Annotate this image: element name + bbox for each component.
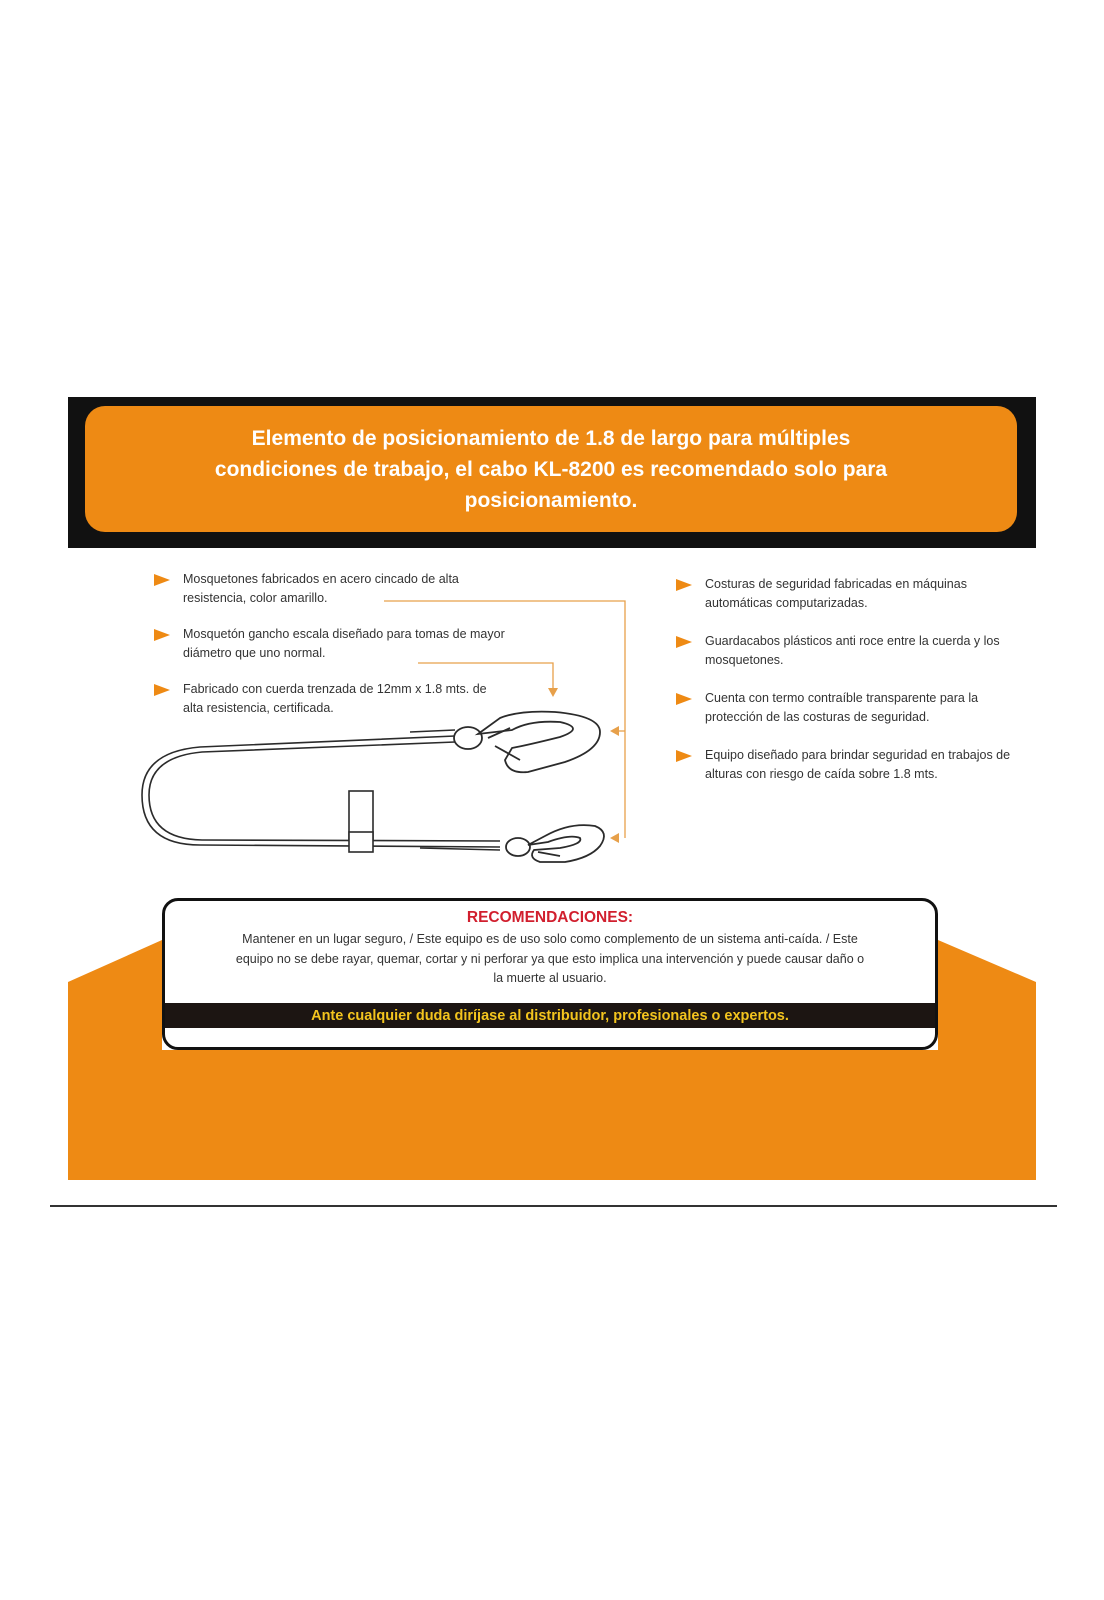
recommendations-title: RECOMENDACIONES: — [466, 909, 634, 926]
callout-arrows — [548, 688, 619, 843]
warning-bar — [165, 1003, 935, 1028]
recommendations-box — [162, 898, 938, 1050]
feature-text: Guardacabos plásticos anti roce entre la cuerda y los mosquetones. — [705, 634, 1000, 667]
feature-text: Equipo diseñado para brindar seguridad en trabajos de alturas con riesgo de caída sobre 1.8 mts. — [705, 748, 1011, 781]
rope-lanyard-illustration — [142, 730, 500, 850]
recommendations-body: Mantener en un lugar seguro, / Este equipo es de uso solo como complemento de un sistema anti-caída. / Este equipo no se debe rayar, quemar, cortar y ni perforar ya que esto implica una intervención y puede causar daño o la muerte al usuario. — [235, 932, 865, 985]
banner-title: Elemento de posicionamiento de 1.8 de largo para múltiples condiciones de trabajo, el cabo KL-8200 es recomendado solo para posicionamiento. — [214, 426, 888, 512]
feature-text: Mosquetón gancho escala diseñado para tomas de mayor diámetro que uno normal. — [183, 627, 505, 660]
bottom-divider — [50, 1205, 1057, 1207]
feature-text: Costuras de seguridad fabricadas en máquinas automáticas computarizadas. — [705, 577, 967, 610]
feature-text: Fabricado con cuerda trenzada de 12mm x 1.8 mts. de alta resistencia, certificada. — [183, 682, 487, 715]
scaffold-hook-icon — [454, 712, 600, 773]
snap-hook-icon — [506, 825, 604, 862]
feature-text: Mosquetones fabricados en acero cincado de alta resistencia, color amarillo. — [183, 572, 459, 605]
feature-text: Cuenta con termo contraíble transparente para la protección de las costuras de seguridad. — [705, 691, 979, 724]
warning-text: Ante cualquier duda diríjase al distribuidor, profesionales o expertos. — [311, 1007, 789, 1024]
